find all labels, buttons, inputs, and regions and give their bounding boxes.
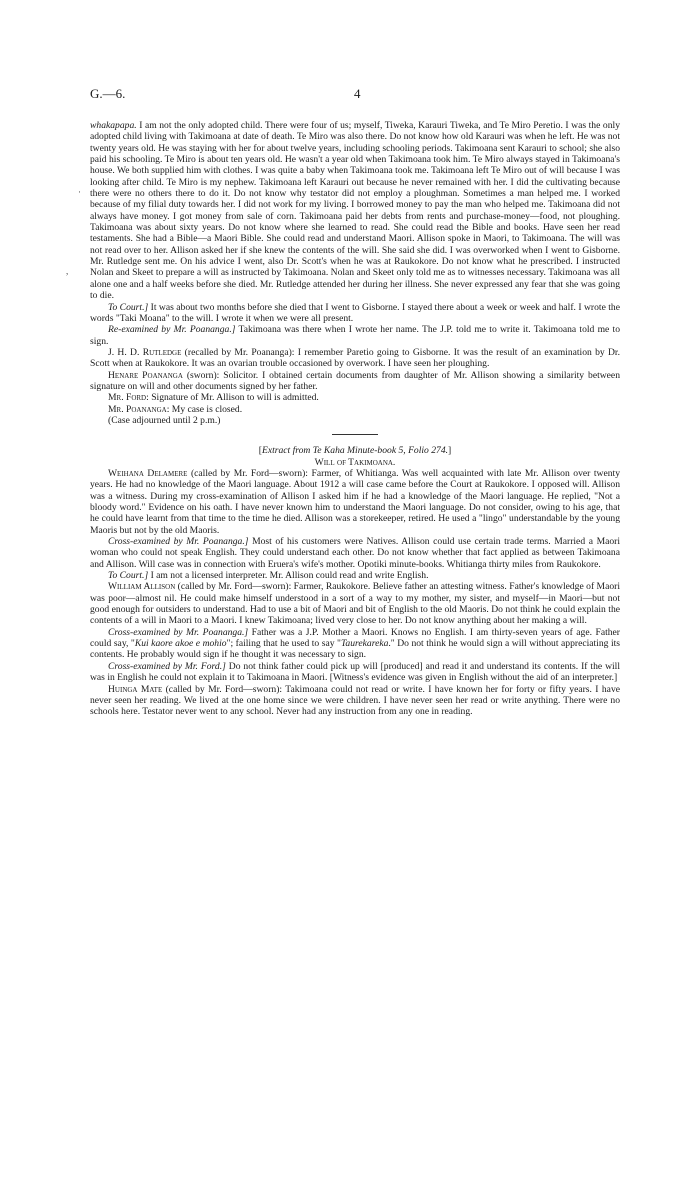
paragraph [90, 302, 620, 325]
paragraph [90, 120, 620, 302]
text-run: "; failing that he used to say " [226, 638, 341, 650]
paragraph [90, 581, 620, 626]
text-run: Huinga Mate [108, 683, 163, 695]
text-run: Mr. Ford [108, 392, 147, 404]
text-run: J. H. D. [108, 346, 143, 358]
text-run: (sworn): Solicitor. I obtained certain documents from daughter of Mr. Allison showing a similarity between signature on will and other documents signed by her father. [90, 369, 620, 392]
paragraph [90, 536, 620, 570]
text-run: Cross-examined by Mr. Poananga.] [108, 626, 249, 638]
text-run: Kui kaore akoe e mohio [134, 638, 227, 650]
paragraph [90, 392, 620, 403]
paragraph [90, 627, 620, 661]
paragraph [90, 347, 620, 370]
testimony-section-b [90, 468, 620, 718]
document-reference: G.—6. [90, 86, 126, 101]
text-run: (called by Mr. Ford—sworn): Takimoana could not read or write. I have known her for forty or fifty years. I have never seen her reading. We lived at the one home since we were children. I have never seen her read or write anything. There were no schools here. Testator never went to any school. Never had any instruction from any one in reading. [90, 683, 620, 718]
document-body [90, 120, 620, 718]
paragraph [90, 324, 620, 347]
text-run: (recalled by Mr. Poananga): I remember Paretio going to Gisborne. It was the result of an examination by Dr. Scott when at Raukokore. It was an ovarian trouble occasioned by overwork. I have seen her ploughing. [90, 346, 620, 370]
text-run: ." Do not think he would sign a will without appreciating its contents. He probably would sign if he thought it was necessary to sign. [90, 638, 621, 661]
paragraph [90, 570, 620, 581]
testimony-section-a [90, 120, 620, 426]
text-run: Do not think father could pick up will [produced] and read it and understand its contents. If the will was in English he could not explain it to Takimoana in Maori. [Witness's evidence was given in English without the aid of an interpreter.] [90, 660, 620, 684]
text-run: I am not the only adopted child. There were four of us; myself, Tiweka, Karauri Tiweka, and Te Miro Peretio. I was the only adopted child living with Takimoana at date of death. Te Miro was also there. Do not know how old Karauri was when he left. He was not twenty years old. He was staying with her for about twelve years, including schooling periods. Takimoana sent Karauri to school; she also paid his schooling. Te Miro is about ten years old. He wasn't a year old when Takimoana took him. Te Miro always stayed in Takimoana's house. We both supplied him with clothes. I was quite a baby when Takimoana took me. Takimoana left Te Miro out of will because I was looking after child. Te Miro is my nephew. Takimoana left Karauri out because he never remained with her. I did the cultivating because there were no others there to do it. Do not know why testator did not employ a ploughman. Sometimes a man helped me. I worked because of my filial duty towards her. I did not work for my living. I borrowed money to pay the man who helped me. Takimoana did not always have money. I got money from sale of corn. Takimoana paid her debts from rents and purchase-money—food, not ploughing. Takimoana was about sixty years. Do not know where she learned to read. She could read the Bible and books. Have seen her read testaments. She had a Bible—a Maori Bible. She could read and understand Maori. Allison spoke in Maori, to Takimoana. The will was not read over to her. Allison asked her if she knew the contents of the will. She said she did. I was overworked when I went to Gisborne. Mr. Rutledge sent me. On his advice I went, also Dr. Scott's when he was at Raukokore. Do not know what he prescribed. I instructed Nolan and Skeet to prepare a will as instructed by Takimoana. Nolan and Skeet only told me as to witnesses necessary. Takimoana was all alone one and a half weeks before she died. Mr. Rutledge attended her during her illness. She never expressed any fear that she was going to die. [90, 120, 620, 302]
text-run: : Signature of Mr. Allison to will is admitted. [146, 392, 319, 404]
text-run: Taurekareka [340, 638, 389, 650]
paragraph [90, 684, 620, 718]
text-run: (called by Mr. Ford—sworn): Farmer, of Whitianga. Was well acquainted with late Mr. Allison over twenty years. He had no knowledge of the Maori language. About 1912 a will case came before the Court at Raukokore. I opposed will. Allison was a witness. During my cross-examination of Allison I asked him if he had a knowledge of the Maori language. He replied, "Not a bloody word." Evidence on his oath. I have never known him to understand the Maori language. Do not consider, owing to his age, that he could have learnt from that time to the time he died. Allison was a storekeeper, retired. He used a "lingo" understandable by the young Maoris but not by the old Maoris. [90, 467, 620, 536]
text-run: (called by Mr. Ford—sworn): Farmer, Raukokore. Believe father an attesting witness. Father's knowledge of Maori was poor—almost nil. He could make himself understood in a sort of a way to my mother, my sister, and myself—in Maori—but not good enough for outsiders to understand. Had to use a bit of Maori and bit of English to the old Maoris. Do not think he could explain the contents of a will in Maori to a Maori. I knew Takimoana; lived very close to her. Do not know anything about her making a will. [90, 581, 621, 627]
text-run: Cross-examined by Mr. Poananga.] [108, 536, 249, 548]
text-run: Rutledge [142, 346, 182, 358]
text-run: whakapapa. [90, 120, 137, 131]
text-run: (Case adjourned until 2 p.m.) [108, 414, 221, 426]
text-run: To Court.] [108, 301, 149, 313]
paragraph [90, 404, 620, 415]
section-divider [332, 434, 378, 435]
text-run: Will of Takimoana. [314, 456, 396, 468]
text-run: : My case is closed. [166, 403, 243, 415]
text-run: ] [448, 445, 452, 457]
text-run: Takimoana was there when I wrote her name. The J.P. told me to write it. Takimoana told me to sign. [90, 324, 620, 347]
section-title [90, 457, 620, 468]
page-header [90, 86, 620, 102]
text-run: [ [258, 445, 262, 457]
page-number: 4 [354, 86, 361, 101]
text-run: Henare Poananga [108, 369, 183, 381]
text-run: To Court.] [108, 570, 149, 582]
text-run: Most of his customers were Natives. Allison could use certain trade terms. Married a Maori woman who could not speak English. They could understand each other. Do not know whether that fact applied as between Takimoana and Allison. Will case was in connection with Eruera's wife's mother. Opotiki minute-books. Whitianga thirty miles from Raukokore. [90, 536, 621, 570]
paragraph [90, 661, 620, 684]
margin-mark: · [78, 187, 81, 197]
text-run: Weihana Delamere [108, 467, 188, 479]
paragraph [90, 370, 620, 393]
text-run: It was about two months before she died that I went to Gisborne. I stayed there about a week or week and half. I wrote the words "Taki Moana" to the will. I wrote it when we were all present. [90, 301, 620, 324]
text-run: Cross-examined by Mr. Ford.] [108, 660, 226, 672]
text-run: Re-examined by Mr. Poananga.] [108, 324, 236, 336]
paragraph [90, 468, 620, 536]
margin-mark: , [66, 266, 69, 276]
text-run: I am not a licensed interpreter. Mr. Allison could read and write English. [148, 570, 429, 582]
text-run: Extract from Te Kaha Minute-book 5, Folio 274. [261, 445, 449, 457]
extract-reference [90, 445, 620, 456]
text-run: Father was a J.P. Mother a Maori. Knows no English. I am thirty-seven years of age. Father could say, " [90, 626, 621, 650]
text-run: William Allison [108, 581, 176, 593]
paragraph [90, 415, 620, 426]
text-run: Mr. Poananga [108, 403, 167, 415]
